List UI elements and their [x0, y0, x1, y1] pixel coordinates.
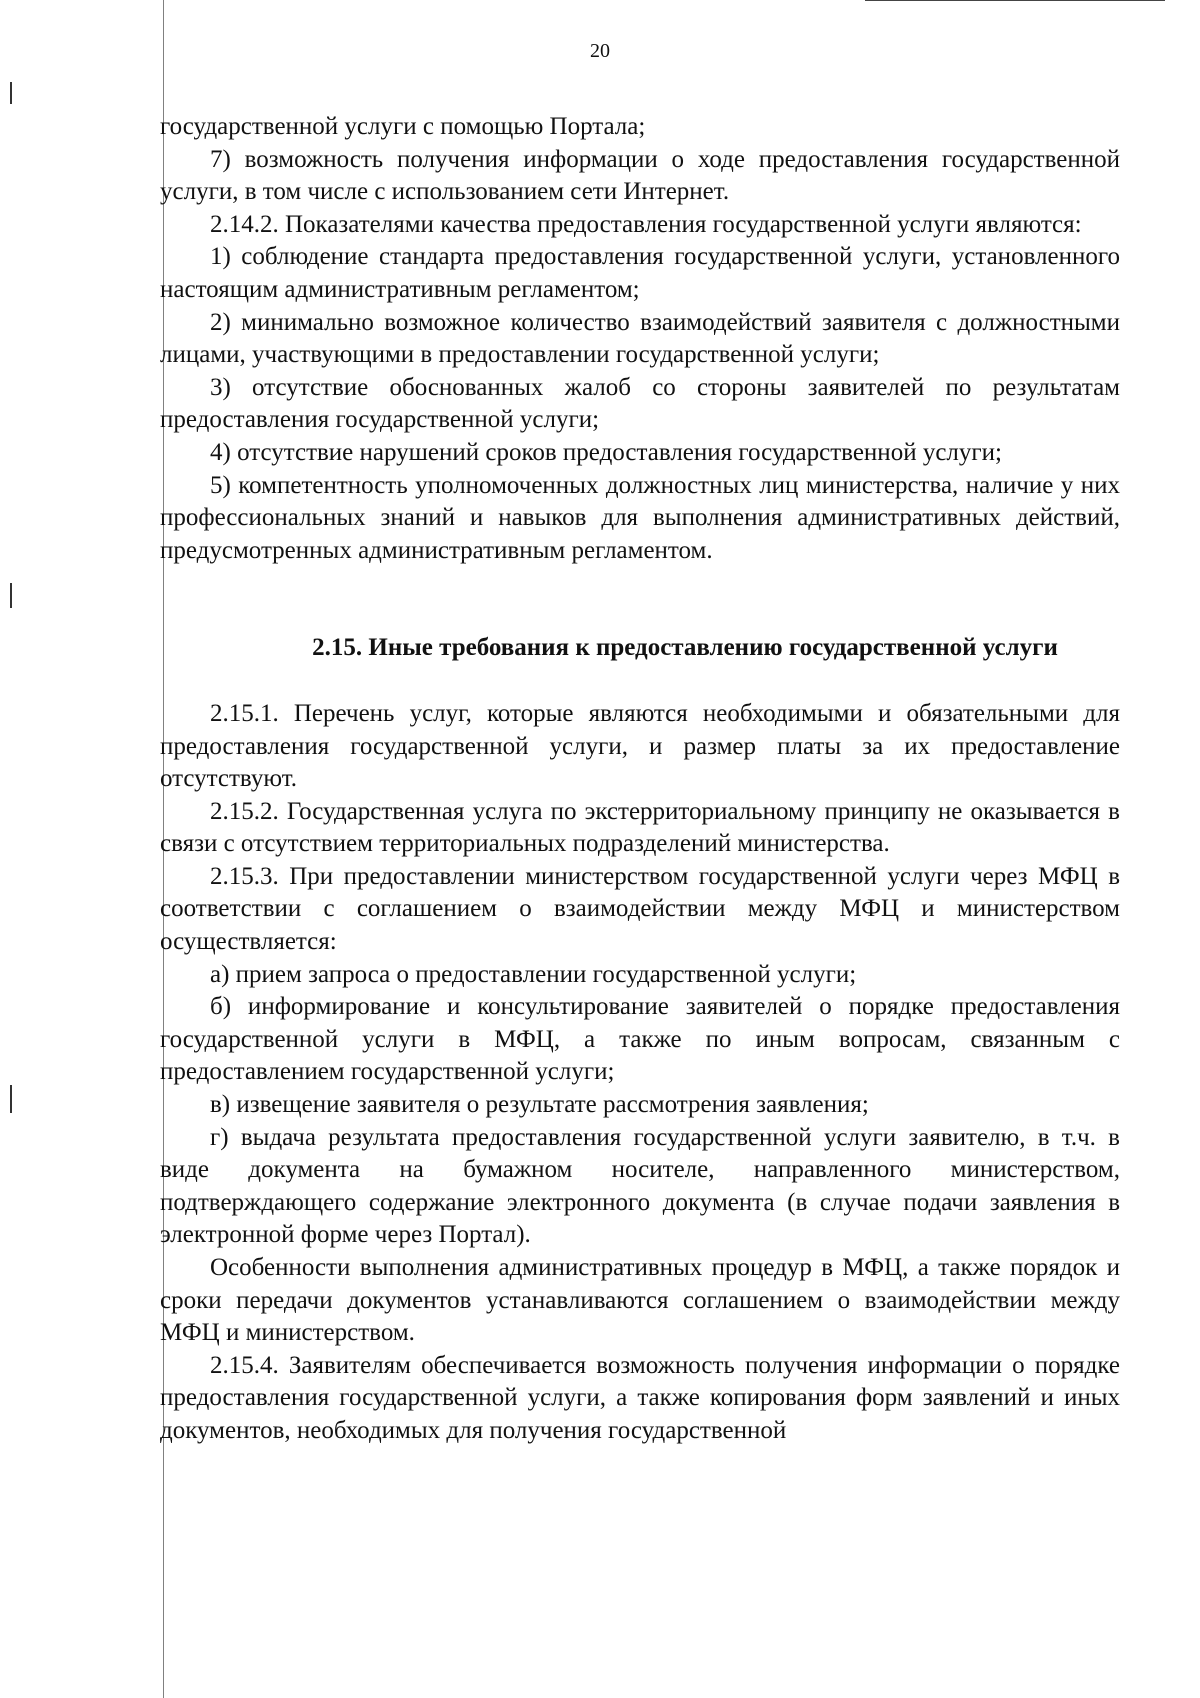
- section-spacer: [160, 567, 1120, 632]
- document-body: [160, 111, 1120, 1448]
- page-number: 20: [590, 40, 610, 62]
- paragraph-group-bottom: [160, 698, 1120, 1448]
- scan-margin-tick: [10, 583, 12, 608]
- paragraph-group-top: [160, 111, 1120, 567]
- section-spacer: [160, 665, 1120, 698]
- paragraph: 2.15.2. Государственная услуга по экстерриториальному принципу не оказывается в связи с отсутствием территориальных подразделений министерства.: [160, 797, 1120, 858]
- paragraph: г) выдача результата предоставления государственной услуги заявителю, в т.ч. в виде документа на бумажном носителе, направленного министерством, подтверждающего содержание электронного документа (в случае подачи заявления в электронной форме через Портал).: [160, 1123, 1120, 1249]
- paragraph: Особенности выполнения административных процедур в МФЦ, а также порядок и сроки передачи документов устанавливаются соглашением о взаимодействии между МФЦ и министерством.: [160, 1254, 1120, 1347]
- paragraph: 7) возможность получения информации о ходе предоставления государственной услуги, в том числе с использованием сети Интернет.: [160, 145, 1120, 206]
- paragraph: в) извещение заявителя о результате рассмотрения заявления;: [210, 1091, 869, 1119]
- paragraph: 3) отсутствие обоснованных жалоб со стороны заявителей по результатам предоставления государственной услуги;: [160, 373, 1120, 434]
- scan-margin-tick: [10, 82, 12, 104]
- paragraph: 5) компетентность уполномоченных должностных лиц министерства, наличие у них профессиональных знаний и навыков для выполнения административных действий, предусмотренных административным регламентом.: [160, 471, 1120, 564]
- paragraph: 2.15.3. При предоставлении министерством государственной услуги через МФЦ в соответствии с соглашением о взаимодействии между МФЦ и министерством осуществляется:: [160, 862, 1120, 956]
- paragraph: б) информирование и консультирование заявителей о порядке предоставления государственной услуги в МФЦ, а также по иным вопросам, связанным с предоставлением государственной услуги;: [160, 993, 1120, 1086]
- paragraph: а) прием запроса о предоставлении государственной услуги;: [210, 960, 857, 988]
- paragraph: 2) минимально возможное количество взаимодействий заявителя с должностными лицами, участвующими в предоставлении государственной услуги;: [160, 308, 1120, 369]
- scan-margin-tick: [10, 1085, 12, 1113]
- scan-edge-line: [865, 0, 1165, 1]
- paragraph: 2.15.4. Заявителям обеспечивается возможность получения информации о порядке предоставления государственной услуги, а также копирования форм заявлений и иных документов, необходимых для получения государственной: [160, 1351, 1120, 1444]
- paragraph: 4) отсутствие нарушений сроков предоставления государственной услуги;: [210, 438, 1002, 466]
- section-heading: 2.15. Иные требования к предоставлению государственной услуги: [312, 634, 1058, 662]
- paragraph: 2.15.1. Перечень услуг, которые являются необходимыми и обязательными для предоставления государственной услуги, и размер платы за их предоставление отсутствуют.: [160, 699, 1120, 793]
- paragraph: государственной услуги с помощью Портала;: [160, 113, 646, 140]
- paragraph: 1) соблюдение стандарта предоставления государственной услуги, установленного настоящим административным регламентом;: [160, 243, 1120, 303]
- paragraph: 2.14.2. Показателями качества предоставления государственной услуги являются:: [210, 210, 1082, 238]
